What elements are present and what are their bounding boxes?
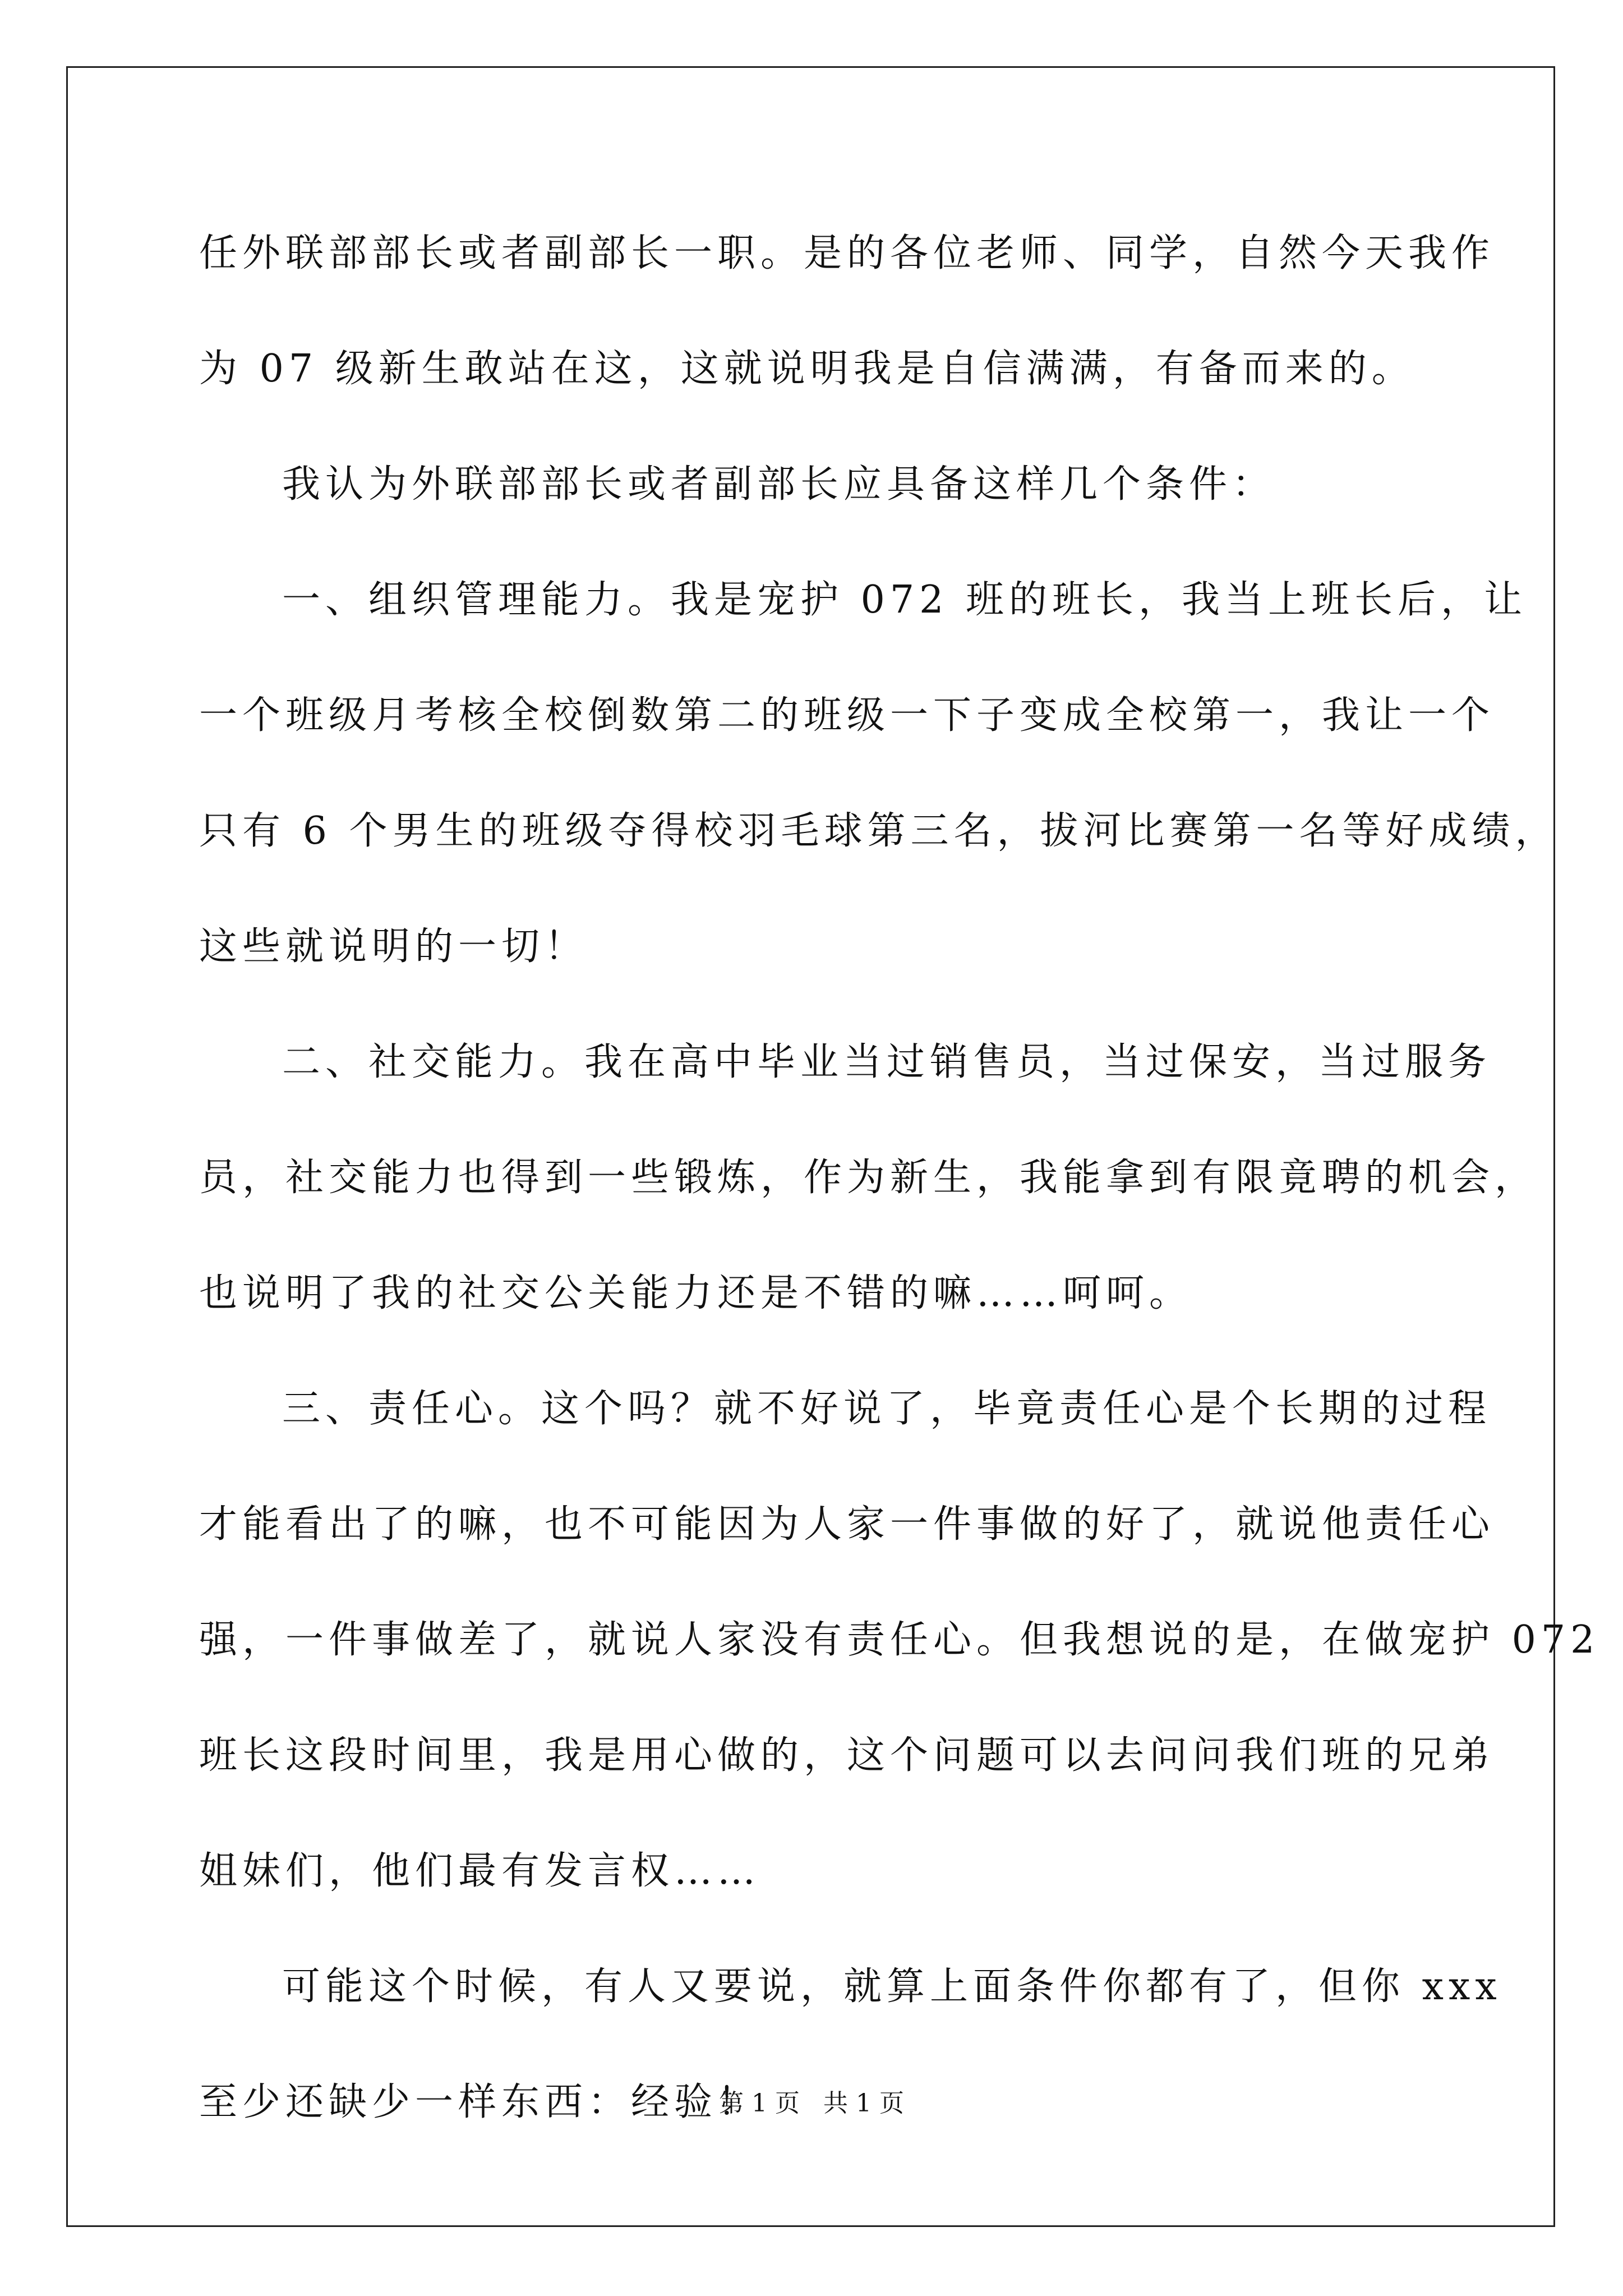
text-line-9: 员，社交能力也得到一些锻炼，作为新生，我能拿到有限竟聘的机会，: [199, 1156, 1538, 1200]
text-line-10: 也说明了我的社交公关能力还是不错的嘛……呵呵。: [199, 1271, 1193, 1315]
text-line-5: 一个班级月考核全校倒数第二的班级一下子变成全校第一，我让一个: [199, 693, 1495, 738]
text-line-11: 三、责任心。这个吗？就不好说了，毕竟责任心是个长期的过程: [282, 1387, 1492, 1431]
text-line-12: 才能看出了的嘛，也不可能因为人家一件事做的好了，就说他责任心: [199, 1502, 1495, 1547]
text-line-15: 姐妹们，他们最有发言权……: [199, 1849, 761, 1893]
text-line-17: 至少还缺少一样东西：经验！: [199, 2080, 761, 2124]
text-line-3: 我认为外联部部长或者副部长应具备这样几个条件：: [282, 462, 1276, 507]
text-line-16: 可能这个时候，有人又要说，就算上面条件你都有了，但你 xxx: [282, 1964, 1502, 2009]
text-line-13: 强，一件事做差了，就说人家没有责任心。但我想说的是，在做宠护 072: [199, 1618, 1600, 1662]
text-line-14: 班长这段时间里，我是用心做的，这个问题可以去问问我们班的兄弟: [199, 1733, 1495, 1778]
page-number: 第 1 页 共 1 页: [719, 2089, 904, 2118]
text-line-8: 二、社交能力。我在高中毕业当过销售员，当过保安，当过服务: [282, 1040, 1492, 1084]
text-line-7: 这些就说明的一切！: [199, 924, 588, 969]
document-body: [199, 216, 1600, 2180]
text-line-1: 任外联部部长或者副部长一职。是的各位老师、同学，自然今天我作: [199, 231, 1495, 275]
text-line-4: 一、组织管理能力。我是宠护 072 班的班长，我当上班长后，让: [282, 578, 1528, 622]
text-line-6: 只有 6 个男生的班级夺得校羽毛球第三名，拔河比赛第一名等好成绩，: [199, 809, 1559, 853]
text-line-2: 为 07 级新生敢站在这，这就说明我是自信满满，有备而来的。: [199, 347, 1415, 391]
